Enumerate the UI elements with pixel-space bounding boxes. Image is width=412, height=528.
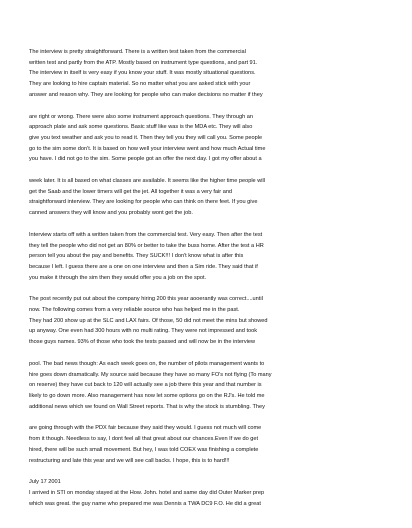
text-line: Interview starts off with a written taken from the commercial test. Very easy. Then after the test	[29, 231, 263, 238]
text-line: you have. I did not go to the sim. Some people got an offer the next day. I got my offer about a	[29, 156, 262, 163]
text-line: week later. It is all based on what classes are available. It seems like the higher time people will	[29, 178, 265, 185]
paragraph	[29, 47, 382, 101]
text-line: The interview is pretty straightforward. There is a written test taken from the commercial	[29, 49, 246, 55]
text-line: on reserve) they have cut back to 120 will actually see a job there this year and that number is	[29, 382, 262, 389]
text-line: those guys names. 93% of those who took the tests passed and will now be in the interview	[29, 339, 256, 346]
text-line: from it though. Needless to say, I dont feel all that great about our chances.Even If we do get	[29, 436, 259, 443]
paragraph	[29, 477, 382, 509]
paragraph	[29, 230, 382, 284]
text-line: restructuring and late this year and we will see call backs. I hope, this is to hard!!!	[29, 457, 230, 464]
text-line: you make it through the sim then they would offer you a job on the spot.	[29, 274, 207, 281]
text-line: written test and partly from the ATP. Mostly based on instrument type questions, and part 91.	[29, 59, 258, 66]
text-line: are right or wrong. There were also some instrument approach questions. They through an	[29, 113, 253, 120]
text-line: They are looking to hire captain material. So no matter what you are asked stick with your	[29, 81, 251, 88]
text-line: likely to go down more. Also management has now let some options go on the RJ's. He told me	[29, 392, 265, 399]
text-line: hired, there will be such small movement. But hey, I was told COEX was finishing a complete	[29, 446, 259, 453]
paragraph	[29, 112, 382, 166]
text-line: give you text weather and ask you to read it. Then they tell you they will call you. Some people	[29, 134, 263, 141]
text-line: they tell the people who did not get an 80% or better to take the buss home. After the test a HR	[29, 242, 264, 249]
paragraph	[29, 176, 382, 219]
text-line: I arrived in STI on monday stayed at the How. John. hotel and same day did Outer Marker prep	[29, 489, 265, 496]
text-line: person tell you about the pay and benefits. They SUCK!!! I don't know what is after this	[29, 253, 244, 260]
document-body	[29, 47, 382, 509]
paragraph	[29, 294, 382, 348]
text-line: up anyway. One even had 300 hours with no multi rating. They were not impressed and took	[29, 328, 258, 335]
text-line: pool. The bad news though: As each week goes on, the number of pilots management wants to	[29, 360, 265, 367]
text-line: The post recently put out about the company hiring 200 this year aooerantly was correct....until	[29, 296, 263, 303]
text-line: go to the sim some don't. It is based on how well your interview went and how much Actual time	[29, 145, 266, 152]
text-line: because I left. I guess there are a one on one interview and then a Sim ride. They said that if	[29, 263, 258, 270]
text-line: July 17 2001	[29, 479, 61, 486]
text-line: are going through with the PDX fair because they said they would. I guess not much will come	[29, 425, 262, 432]
text-line: additional news which we found on Wall Street reports. That is why the stock is stumbling. They	[29, 403, 265, 410]
text-line: They had 200 show up at the SLC and LAX fairs. Of those, 50 did not meet the mins but showed	[29, 317, 268, 324]
text-line: canned answers they will know and you probably wont get the job.	[29, 210, 193, 217]
text-line: hire goes down dramatically. My source said because they have so many FO's not flying (To many	[29, 371, 272, 378]
text-line: get the Saab and the lower timers will get the jet. All together it was a very fair and	[29, 188, 233, 195]
text-line: which was great. the guy name who prepared me was Dennis a TWA DC9 F.O. He did a great	[29, 500, 261, 507]
text-line: approach plate and ask some questions. Basic stuff like was is the MDA etc. They will also	[29, 124, 253, 131]
text-line: straightforward interview. They are looking for people who can think on there feet. If you give	[29, 199, 258, 206]
text-line: The interview in itself is very easy if you know your stuff. It was mostly situational questions.	[29, 70, 256, 77]
text-line: now. The following comes from a very reliable source who has helped me in the past.	[29, 307, 240, 314]
text-line: answer and reason why. They are looking for people who can make decisions no matter if they	[29, 91, 263, 98]
paragraph	[29, 359, 382, 413]
paragraph	[29, 423, 382, 466]
